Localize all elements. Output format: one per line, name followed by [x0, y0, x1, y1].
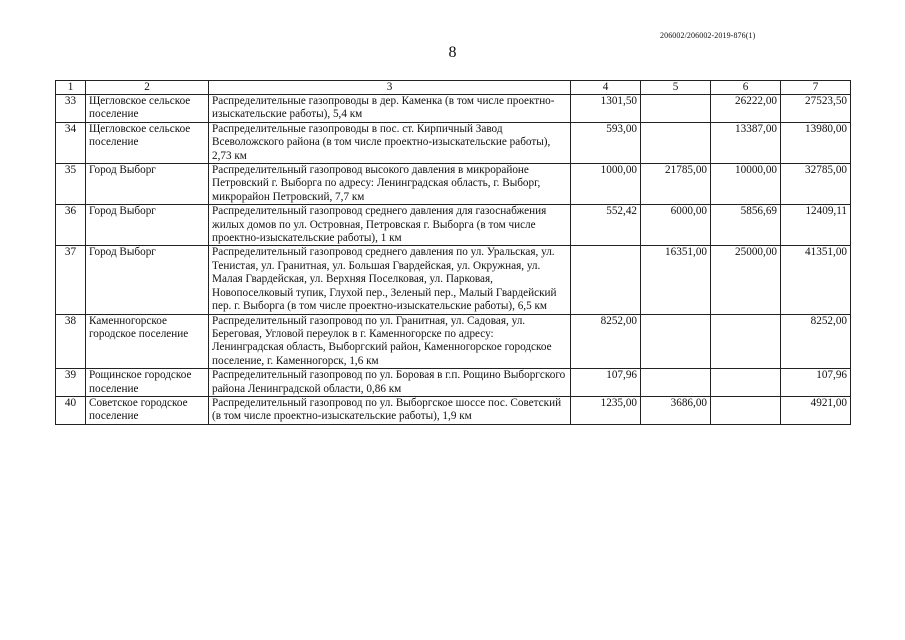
- table-row: [56, 396, 851, 424]
- table-row: [56, 95, 851, 123]
- amount-col-7: 107,96: [781, 369, 851, 397]
- amount-col-4: 8252,00: [571, 314, 641, 369]
- settlement-name: Щегловское сельское поселение: [86, 122, 209, 163]
- table-row: [56, 246, 851, 314]
- amount-col-5: 21785,00: [641, 164, 711, 205]
- table-row: [56, 205, 851, 246]
- amount-col-7: 13980,00: [781, 122, 851, 163]
- amount-col-6: 25000,00: [711, 246, 781, 314]
- amount-col-4: 552,42: [571, 205, 641, 246]
- row-number: 40: [56, 396, 86, 424]
- amount-col-4: 107,96: [571, 369, 641, 397]
- project-description: Распределительный газопровод по ул. Боровая в г.п. Рощино Выборгского района Ленинградской области, 0,86 км: [209, 369, 571, 397]
- amount-col-6: 10000,00: [711, 164, 781, 205]
- settlement-name: Каменногорское городское поселение: [86, 314, 209, 369]
- amount-col-6: 5856,69: [711, 205, 781, 246]
- gasification-table: [55, 80, 851, 425]
- row-number: 33: [56, 95, 86, 123]
- page-number: 8: [448, 44, 457, 61]
- row-number: 35: [56, 164, 86, 205]
- amount-col-4: 1235,00: [571, 396, 641, 424]
- amount-col-7: 12409,11: [781, 205, 851, 246]
- amount-col-6: [711, 314, 781, 369]
- table-row: [56, 164, 851, 205]
- settlement-name: Щегловское сельское поселение: [86, 95, 209, 123]
- amount-col-4: 1000,00: [571, 164, 641, 205]
- header-col-3: 3: [209, 81, 571, 95]
- header-col-5: 5: [641, 81, 711, 95]
- project-description: Распределительный газопровод по ул. Выборгское шоссе пос. Советский (в том числе проектно-изыскательские работы), 1,9 км: [209, 396, 571, 424]
- row-number: 36: [56, 205, 86, 246]
- project-description: Распределительный газопровод среднего давления для газоснабжения жилых домов по ул. Островная, Петровская г. Выборга (в том числе проектно-изыскательские работы), 1 км: [209, 205, 571, 246]
- settlement-name: Город Выборг: [86, 164, 209, 205]
- project-description: Распределительный газопровод высокого давления в микрорайоне Петровский г. Выборга по адресу: Ленинградская область, г. Выборг, микрорайон Петровский, 7,7 км: [209, 164, 571, 205]
- table-row: [56, 122, 851, 163]
- amount-col-5: [641, 314, 711, 369]
- amount-col-5: [641, 122, 711, 163]
- row-number: 37: [56, 246, 86, 314]
- header-col-1: 1: [56, 81, 86, 95]
- header-col-2: 2: [86, 81, 209, 95]
- amount-col-4: 1301,50: [571, 95, 641, 123]
- amount-col-6: [711, 396, 781, 424]
- amount-col-4: 593,00: [571, 122, 641, 163]
- project-description: Распределительный газопровод по ул. Гранитная, ул. Садовая, ул. Береговая, Угловой переулок в г. Каменногорске по адресу: Ленинградская область, Выборгский район, Каменногорское городское поселение, г. Каменногорск, 1,6 км: [209, 314, 571, 369]
- header-col-4: 4: [571, 81, 641, 95]
- table-row: [56, 369, 851, 397]
- amount-col-6: [711, 369, 781, 397]
- project-description: Распределительные газопроводы в дер. Каменка (в том числе проектно-изыскательские работы), 5,4 км: [209, 95, 571, 123]
- document-id: 206002/206002-2019-876(1): [660, 31, 756, 40]
- amount-col-7: 4921,00: [781, 396, 851, 424]
- settlement-name: Рощинское городское поселение: [86, 369, 209, 397]
- project-description: Распределительные газопроводы в пос. ст. Кирпичный Завод Всеволожского района (в том числе проектно-изыскательские работы), 2,73 км: [209, 122, 571, 163]
- amount-col-7: 8252,00: [781, 314, 851, 369]
- amount-col-4: [571, 246, 641, 314]
- row-number: 39: [56, 369, 86, 397]
- row-number: 38: [56, 314, 86, 369]
- header-col-6: 6: [711, 81, 781, 95]
- project-description: Распределительный газопровод среднего давления по ул. Уральская, ул. Тенистая, ул. Гранитная, ул. Большая Гвардейская, ул. Окружная, ул. Малая Гвардейская, ул. Верхняя Поселковая, ул. Парковая, Новопоселковый тупик, Глухой пер., Зеленый пер., Малый Гвардейский пер. г. Выборга (в том числе проектно-изыскательские работы), 6,5 км: [209, 246, 571, 314]
- amount-col-6: 13387,00: [711, 122, 781, 163]
- amount-col-5: 6000,00: [641, 205, 711, 246]
- settlement-name: Советское городское поселение: [86, 396, 209, 424]
- header-col-7: 7: [781, 81, 851, 95]
- settlement-name: Город Выборг: [86, 246, 209, 314]
- amount-col-7: 41351,00: [781, 246, 851, 314]
- amount-col-5: [641, 369, 711, 397]
- amount-col-7: 32785,00: [781, 164, 851, 205]
- table-row: [56, 314, 851, 369]
- row-number: 34: [56, 122, 86, 163]
- settlement-name: Город Выборг: [86, 205, 209, 246]
- amount-col-7: 27523,50: [781, 95, 851, 123]
- amount-col-5: 3686,00: [641, 396, 711, 424]
- amount-col-5: [641, 95, 711, 123]
- table-header-row: [56, 81, 851, 95]
- amount-col-6: 26222,00: [711, 95, 781, 123]
- amount-col-5: 16351,00: [641, 246, 711, 314]
